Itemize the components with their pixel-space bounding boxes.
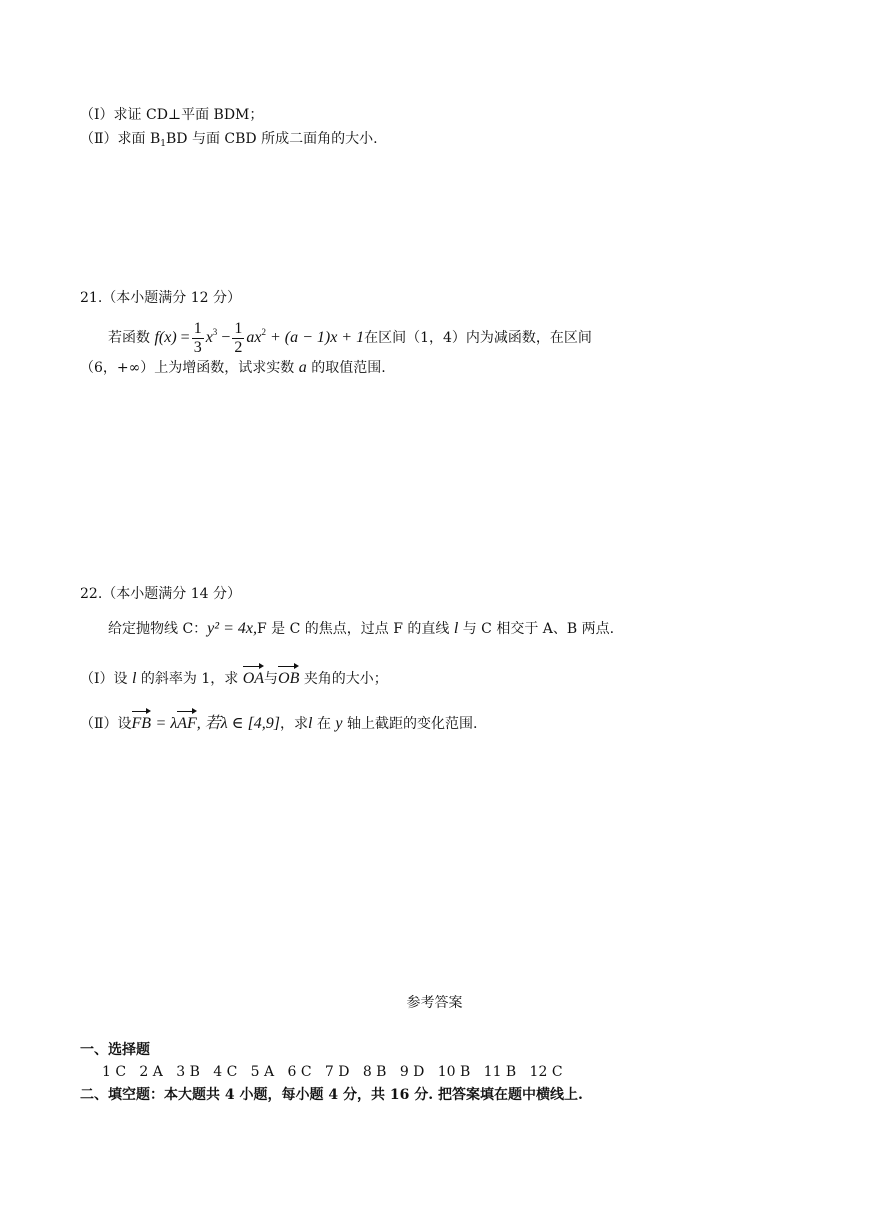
q20-part1: （Ⅰ）求证 CD⊥平面 BDM；	[80, 107, 264, 123]
q22-part1: （Ⅰ）设 l 的斜率为 1，求 OA与OB 夹角的大小；	[80, 663, 388, 689]
q20-part2-subscript: 1	[160, 139, 166, 149]
section2-title: 二、填空题：本大题共 4 小题，每小题 4 分，共 16 分. 把答案填在题中横线上.	[80, 1087, 583, 1103]
vector-oa: OA	[243, 663, 264, 689]
q21-intro: 若函数	[108, 330, 150, 346]
q22-lambda-range: , 若λ ∈ [4,9]	[196, 715, 281, 732]
vector-ob: OB	[278, 663, 299, 689]
q21-var-a: a	[298, 359, 307, 376]
q21-fraction-one-half: $\frac{1}{2}$	[234, 319, 243, 356]
q22-parabola-eq: y² = 4x,	[207, 620, 257, 637]
choice-answers: 1 C 2 A 3 B 4 C 5 A 6 C 7 D 8 B 9 D 10 B 11 B 12 C	[102, 1064, 563, 1080]
q20-part2-text-b: BD 与面 CBD 所成二面角的大小.	[166, 131, 378, 147]
q21-statement-line2: （6，+∞）上为增函数，试求实数 a 的取值范围.	[80, 359, 386, 376]
vector-af: AF	[177, 708, 197, 734]
q22-header: 22.（本小题满分 14 分）	[80, 586, 241, 602]
q21-tail1: 在区间（1，4）内为减函数，在区间	[364, 330, 592, 346]
q21-eq: =	[180, 329, 190, 346]
q22-statement: 给定抛物线 C：y² = 4x,F 是 C 的焦点，过点 F 的直线 l 与 C 相交于 A、B 两点.	[108, 620, 615, 637]
q21-fraction-one-third: $\frac{1}{3}$	[193, 319, 202, 356]
q20-part2-text-a: （Ⅱ）求面 B	[80, 131, 161, 147]
vector-fb: FB	[132, 708, 152, 734]
q21-header: 21.（本小题满分 12 分）	[80, 290, 241, 306]
q22-part2: （Ⅱ）设FB = λAF, 若λ ∈ [4,9]，求l 在 y 轴上截距的变化范围.	[80, 708, 477, 734]
q21-rest: + (a − 1)x + 1	[269, 329, 365, 346]
answers-title: 参考答案	[406, 995, 463, 1011]
q20-part2	[80, 129, 378, 154]
q21-statement-line1	[108, 312, 592, 356]
section1-title: 一、选择题	[80, 1042, 150, 1058]
q21-fx: f(x)	[154, 329, 177, 346]
q21-function: f(x) = $\frac{1}{3}$ $x^3$ − $\frac{1}{2}$ $ax^2 + (a - 1)x + 1$	[154, 319, 365, 356]
